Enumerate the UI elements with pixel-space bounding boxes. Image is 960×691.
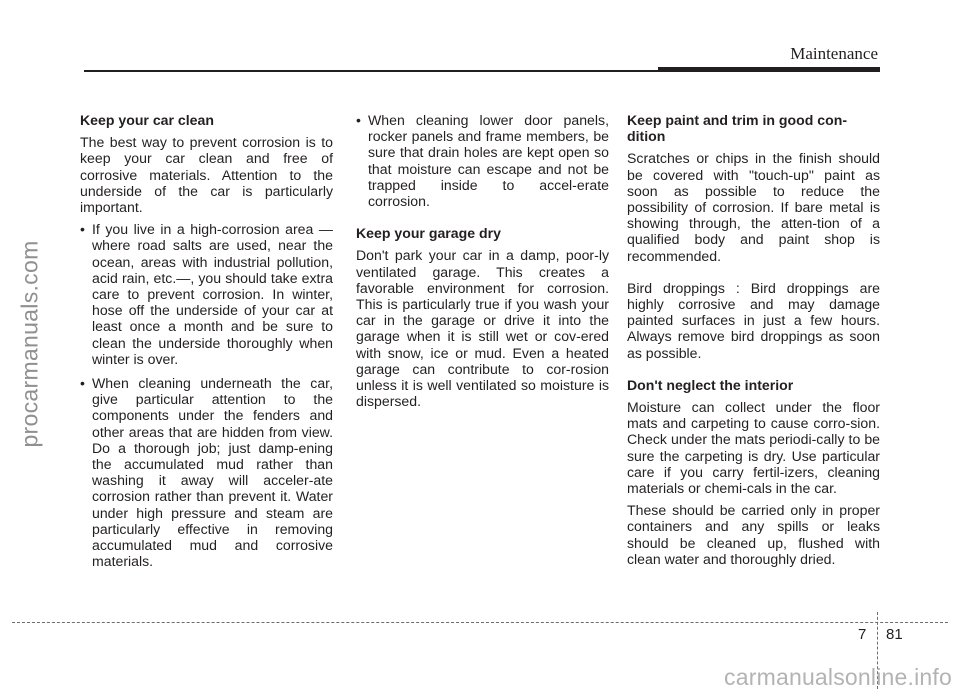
side-watermark: procarmanuals.com	[16, 240, 43, 448]
chapter-number: 7	[858, 626, 867, 643]
body-paragraph: Bird droppings : Bird droppings are highly corrosive and may damage painted surfaces in just a few hours. Always remove bird droppings as soon as possible.	[627, 279, 880, 361]
list-item: • When cleaning underneath the car, give particular attention to the components under the fenders and other areas that are hidden from view. Do a thorough job; just damp-ening the accumulated mud rather than washing it away will acceler-ate corrosion rather than prevent it. Water under high pressure and steam are particularly effective in removing accumulated mud and corrosive materials.	[80, 375, 333, 569]
section-heading-interior: Don't neglect the interior	[627, 376, 794, 393]
body-paragraph: These should be carried only in proper containers and any spills or leaks should be cleaned up, flushed with clean water and thoroughly dried.	[627, 502, 880, 567]
bullet-list	[356, 112, 609, 209]
body-paragraph: Scratches or chips in the finish should be covered with "touch-up" paint as soon as possible to reduce the possibility of corrosion. If bare metal is showing through, the atten-tion of a qualified body and paint shop is recommended.	[627, 150, 880, 264]
body-paragraph: Moisture can collect under the floor mats and carpeting to cause corro-sion. Check under the mats periodi-cally to be sure the carpeting is dry. Use particular care if you carry fertil-izers, cleaning materials or chemi-cals in the car.	[627, 399, 880, 497]
column-1	[80, 112, 333, 577]
header-rule-thin	[84, 70, 662, 72]
bottom-watermark: carmanualsonline.info	[724, 664, 952, 690]
footer-dashed-rule	[12, 622, 948, 623]
bullet-list	[80, 221, 333, 569]
list-item: • When cleaning lower door panels, rocker panels and frame members, be sure that drain holes are kept open so that moisture can escape and not be trapped inside to accel-erate corrosion.	[356, 112, 609, 209]
page-header-title: Maintenance	[790, 44, 878, 63]
intro-paragraph: The best way to prevent corrosion is to keep your car clean and free of corrosive materials. Attention to the underside of the car is particularly important.	[80, 134, 333, 216]
section-heading-paint-trim: Keep paint and trim in good con-dition	[627, 112, 848, 145]
page-number: 81	[886, 626, 903, 643]
body-paragraph: Don't park your car in a damp, poor-ly ventilated garage. This creates a favorable environment for corrosion. This is particularly true if you wash your car in the garage or drive it into the garage when it is still wet or cov-ered with snow, ice or mud. Even a heated garage can contribute to cor-rosion unless it is well ventilated so moisture is dispersed.	[356, 247, 609, 410]
list-item: • If you live in a high-corrosion area — where road salts are used, near the ocean, areas with industrial pollution, acid rain, etc.—, you should take extra care to prevent corrosion. In winter, hose off the underside of your car at least once a month and be sure to clean the underside thoroughly when winter is over.	[80, 221, 333, 367]
header-rule-thick	[658, 67, 880, 72]
column-2	[356, 112, 609, 415]
column-3	[627, 112, 880, 573]
section-heading-garage-dry: Keep your garage dry	[356, 225, 501, 242]
section-heading-keep-car-clean: Keep your car clean	[80, 112, 214, 128]
